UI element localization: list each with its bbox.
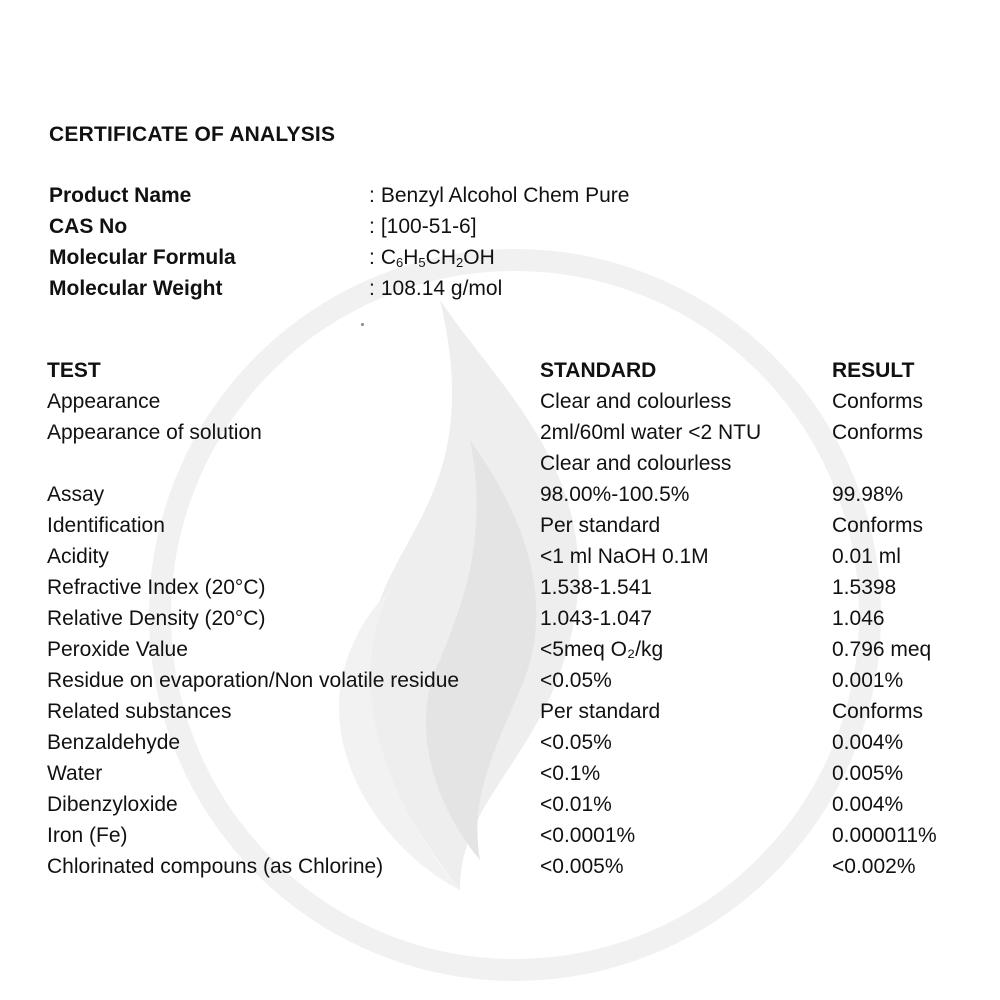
table-row (47, 789, 967, 820)
cell-test: Dibenzyloxide (47, 793, 178, 816)
cell-standard: <5meq O₂/kg (540, 638, 664, 661)
info-value: 108.14 g/mol (380, 277, 503, 300)
cell-result: <0.002% (832, 855, 916, 878)
header-result: RESULT (832, 359, 915, 382)
cell-test: Identification (47, 514, 165, 537)
document-title: CERTIFICATE OF ANALYSIS (49, 123, 336, 146)
cell-result: 0.004% (832, 793, 904, 816)
separator: : (369, 277, 375, 300)
cell-standard: <0.01% (540, 793, 612, 816)
cell-result: 0.004% (832, 731, 904, 754)
table-row (47, 665, 967, 696)
table-row (47, 448, 967, 479)
info-label: Molecular Formula (49, 246, 236, 269)
cell-result: 0.000011% (832, 824, 937, 847)
info-row-product-name (49, 180, 629, 211)
table-row (47, 417, 967, 448)
separator: : (369, 184, 375, 207)
cell-standard: <0.0001% (540, 824, 636, 847)
cell-test: Appearance of solution (47, 421, 262, 444)
cell-result: Conforms (832, 700, 924, 723)
cell-result: 1.5398 (832, 576, 897, 599)
cell-result: 99.98% (832, 483, 904, 506)
cell-standard: 1.043-1.047 (540, 607, 653, 630)
info-row-molecular-formula (49, 242, 629, 273)
cell-standard: <0.05% (540, 669, 612, 692)
table-row (47, 479, 967, 510)
cell-test: Refractive Index (20°C) (47, 576, 266, 599)
cell-standard: Per standard (540, 514, 661, 537)
cell-test: Assay (47, 483, 105, 506)
header-test: TEST (47, 359, 101, 382)
cell-result: 0.001% (832, 669, 904, 692)
separator: : (369, 215, 375, 238)
cell-standard: Clear and colourless (540, 452, 732, 475)
product-info (49, 180, 629, 304)
cell-result: 0.005% (832, 762, 904, 785)
table-row (47, 386, 967, 417)
table-row (47, 727, 967, 758)
table-row (47, 820, 967, 851)
table-row (47, 541, 967, 572)
cell-result: Conforms (832, 514, 924, 537)
table-header-row (47, 355, 967, 386)
info-label: CAS No (49, 215, 128, 238)
cell-test: Benzaldehyde (47, 731, 181, 754)
cell-result: 1.046 (832, 607, 885, 630)
cell-result: 0.796 meq (832, 638, 932, 661)
info-value: Benzyl Alcohol Chem Pure (380, 184, 630, 207)
cell-result: Conforms (832, 390, 924, 413)
cell-standard: <0.005% (540, 855, 624, 878)
table-row (47, 603, 967, 634)
separator: : (369, 246, 375, 269)
cell-standard: <1 ml NaOH 0.1M (540, 545, 709, 568)
cell-standard: 98.00%-100.5% (540, 483, 690, 506)
cell-test: Appearance (47, 390, 161, 413)
cell-test: Iron (Fe) (47, 824, 128, 847)
cell-test: Chlorinated compouns (as Chlorine) (47, 855, 384, 878)
info-row-molecular-weight (49, 273, 629, 304)
cell-result: 0.01 ml (832, 545, 901, 568)
cell-test: Peroxide Value (47, 638, 188, 661)
table-row (47, 851, 967, 882)
cell-standard: 1.538-1.541 (540, 576, 653, 599)
cell-test: Acidity (47, 545, 109, 568)
cell-test: Related substances (47, 700, 232, 723)
analysis-table (47, 355, 967, 882)
cell-standard: Per standard (540, 700, 661, 723)
table-row (47, 634, 967, 665)
info-row-cas-no (49, 211, 629, 242)
cell-standard: <0.05% (540, 731, 612, 754)
table-row (47, 696, 967, 727)
table-row (47, 758, 967, 789)
stray-dot (361, 323, 364, 326)
cell-test: Relative Density (20°C) (47, 607, 266, 630)
cell-standard: Clear and colourless (540, 390, 732, 413)
cell-result: Conforms (832, 421, 924, 444)
info-label: Product Name (49, 184, 192, 207)
info-value: [100-51-6] (380, 215, 477, 238)
cell-test: Water (47, 762, 103, 785)
table-row (47, 510, 967, 541)
cell-standard: 2ml/60ml water <2 NTU (540, 421, 762, 444)
table-row (47, 572, 967, 603)
header-standard: STANDARD (540, 359, 657, 382)
info-value-formula: $C_6H_5CH_2OH$ (380, 246, 495, 270)
cell-test: Residue on evaporation/Non volatile residue (47, 669, 460, 692)
info-label: Molecular Weight (49, 277, 223, 300)
cell-standard: <0.1% (540, 762, 601, 785)
